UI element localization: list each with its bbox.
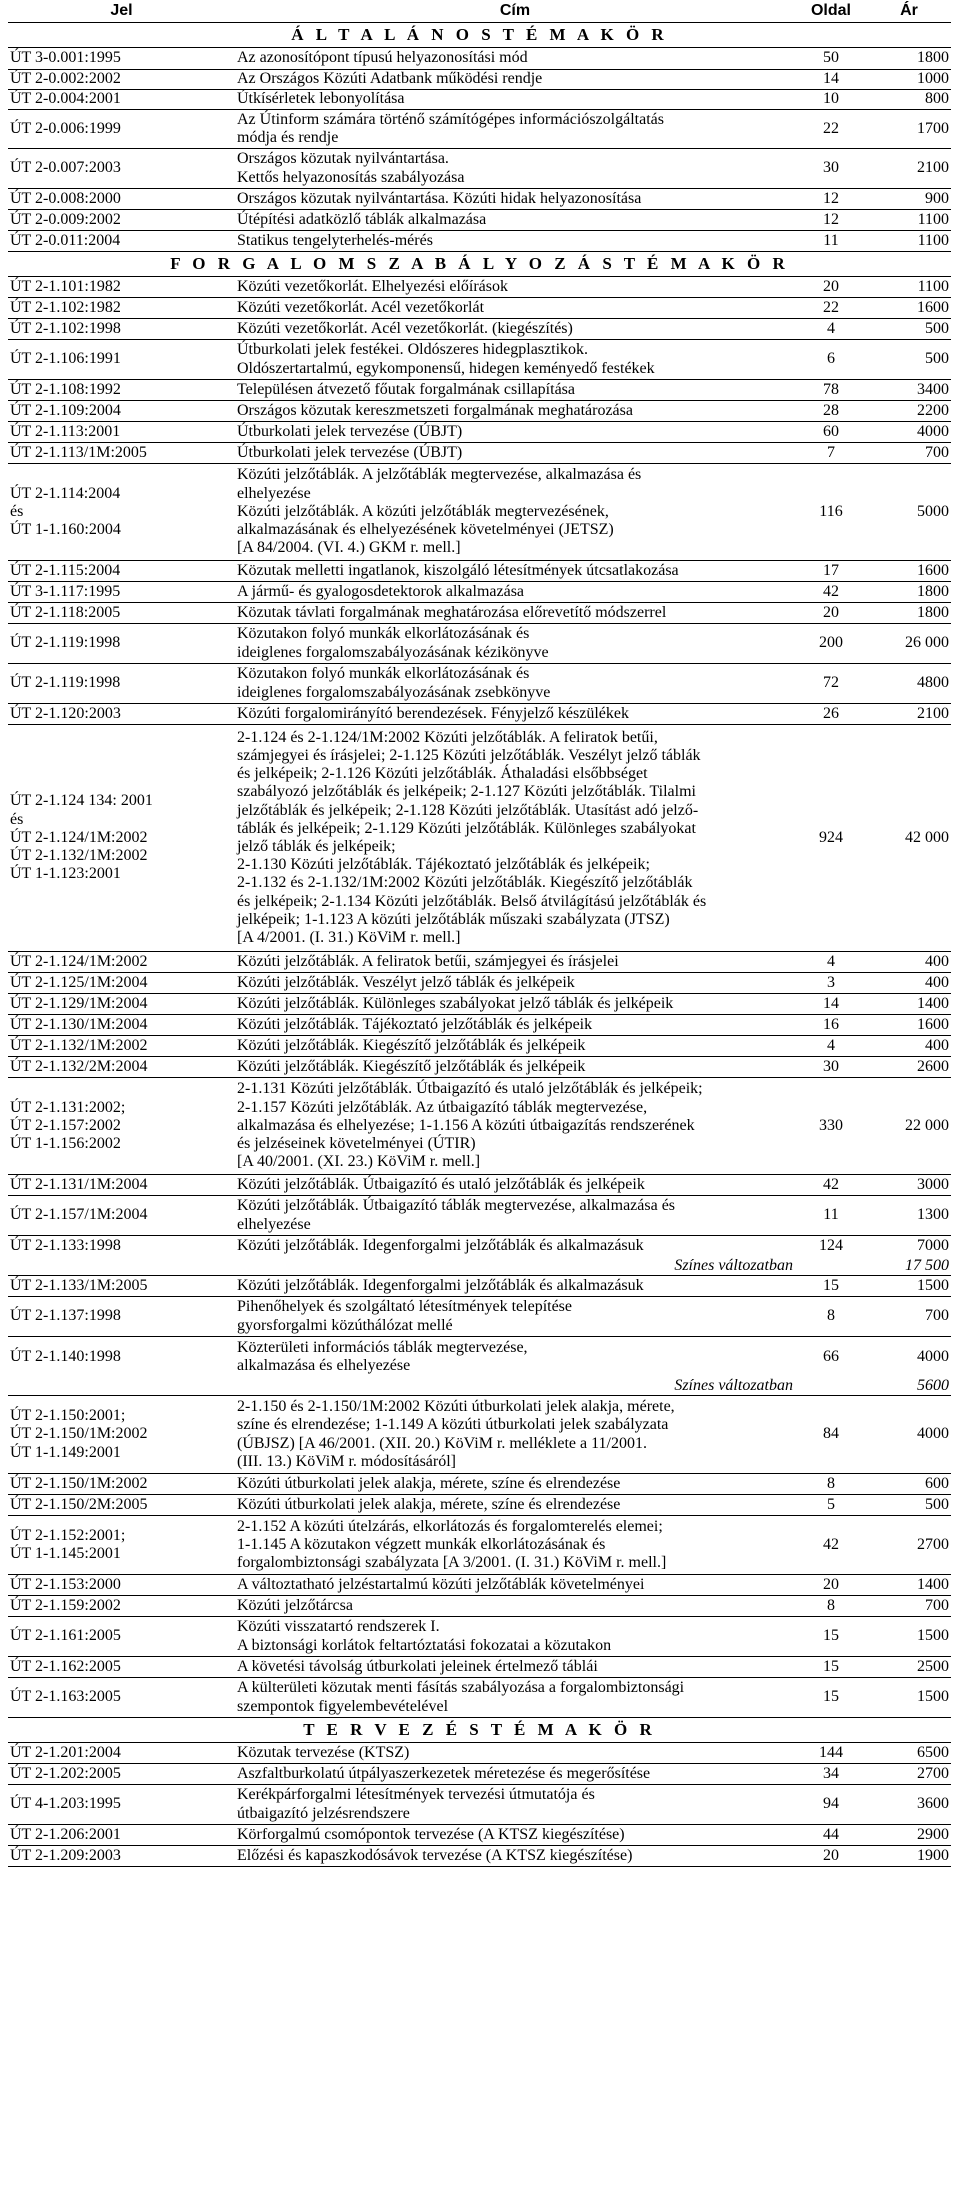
- section-header: [8, 252, 951, 277]
- table-row: [8, 725, 951, 952]
- row-cim: Előzési és kapaszkodósávok tervezése (A KTSZ kiegészítése): [235, 1846, 795, 1867]
- row-cim: Az Útinform számára történő számítógépes információszolgáltatás módja és rendje: [235, 110, 795, 149]
- table-row: [8, 1276, 951, 1297]
- row-jel: ÚT 2-0.009:2002: [8, 210, 235, 231]
- row-oldal: 8: [795, 1297, 867, 1337]
- row-ar: 2600: [867, 1057, 951, 1078]
- row-cim: 2-1.152 A közúti útelzárás, elkorlátozás és forgalomterelés elemei; 1-1.145 A közutakon végzett munkák elkorlátozásának és forgalombiztonsági szabályzata [A 3/2001. (I. 31.) KöViM r. mell.]: [235, 1516, 795, 1575]
- row-jel: ÚT 2-1.102:1982: [8, 298, 235, 319]
- row-cim: Útburkolati jelek festékei. Oldószeres hidegplasztikok. Oldószertartalmú, egykomponensű, hidegen keményedő festékek: [235, 340, 795, 380]
- row-cim: Statikus tengelyterhelés-mérés: [235, 231, 795, 252]
- row-oldal: 10: [795, 90, 867, 110]
- table-row: [8, 1575, 951, 1596]
- table-row: [8, 1825, 951, 1846]
- table-row: [8, 443, 951, 464]
- row-oldal: 50: [795, 48, 867, 70]
- row-ar: 1800: [867, 582, 951, 603]
- row-jel: ÚT 2-1.130/1M:2004: [8, 1015, 235, 1036]
- row-ar: 500: [867, 1495, 951, 1516]
- table-row: [8, 1036, 951, 1057]
- row-jel: ÚT 2-1.132/1M:2002: [8, 1036, 235, 1057]
- row-oldal: 15: [795, 1617, 867, 1657]
- row-oldal: 72: [795, 664, 867, 704]
- table-row: [8, 1764, 951, 1785]
- row-jel: ÚT 2-1.159:2002: [8, 1596, 235, 1617]
- row-oldal: 20: [795, 277, 867, 298]
- row-cim: 2-1.131 Közúti jelzőtáblák. Útbaigazító és utaló jelzőtáblák és jelképeik; 2-1.157 Közúti jelzőtáblák. Az útbaigazító táblák megtervezése, alkalmazása és elhelyezése; 1-1.156 A közúti útbaigazítás rendszerének és jelzéseinek követelményei (ÚTIR) [A 40/2001. (XI. 23.) KöViM r. mell.]: [235, 1078, 795, 1175]
- row-cim: Közúti jelzőtáblák. Különleges szabályokat jelző táblák és jelképeik: [235, 994, 795, 1015]
- row-cim: Közúti útburkolati jelek alakja, mérete, színe és elrendezése: [235, 1474, 795, 1495]
- catalog-body: [8, 23, 951, 1867]
- row-ar: 2700: [867, 1764, 951, 1785]
- row-oldal: 22: [795, 298, 867, 319]
- row-cim: Közutakon folyó munkák elkorlátozásának és ideiglenes forgalomszabályozásának zsebkönyve: [235, 664, 795, 704]
- section-header: [8, 23, 951, 48]
- row-cim: Az azonosítópont típusú helyazonosítási mód: [235, 48, 795, 70]
- row-ar: 1700: [867, 110, 951, 149]
- row-oldal: 3: [795, 973, 867, 994]
- row-jel: ÚT 2-0.008:2000: [8, 189, 235, 210]
- row-oldal: 8: [795, 1474, 867, 1495]
- row-ar: 500: [867, 340, 951, 380]
- row-jel: ÚT 2-0.011:2004: [8, 231, 235, 252]
- row-cim: Közúti jelzőtáblák. Idegenforgalmi jelzőtáblák és alkalmazásuk: [237, 1237, 644, 1255]
- row-jel: ÚT 2-0.004:2001: [8, 90, 235, 110]
- table-row: [8, 973, 951, 994]
- row-jel: ÚT 2-1.124/1M:2002: [8, 952, 235, 973]
- row-cim: Közúti vezetőkorlát. Elhelyezési előírások: [235, 277, 795, 298]
- row-cim: Településen átvezető főutak forgalmának csillapítása: [235, 380, 795, 401]
- row-jel: ÚT 2-1.129/1M:2004: [8, 994, 235, 1015]
- row-cim: Közúti forgalomirányító berendezések. Fényjelző készülékek: [235, 704, 795, 725]
- table-row: [8, 1297, 951, 1337]
- row-oldal: 330: [795, 1078, 867, 1175]
- row-cim: Körforgalmú csomópontok tervezése (A KTSZ kiegészítése): [235, 1825, 795, 1846]
- header-ar: Ár: [867, 0, 951, 23]
- row-oldal: 22: [795, 110, 867, 149]
- table-row: [8, 1175, 951, 1196]
- row-ar: 1100: [867, 210, 951, 231]
- row-jel: ÚT 2-1.102:1998: [8, 319, 235, 340]
- row-jel: ÚT 2-1.114:2004 és ÚT 1-1.160:2004: [8, 464, 235, 561]
- table-row: [8, 110, 951, 149]
- row-oldal: 20: [795, 1575, 867, 1596]
- row-jel: ÚT 2-1.113/1M:2005: [8, 443, 235, 464]
- table-row: [8, 422, 951, 443]
- table-row: [8, 464, 951, 561]
- row-jel: ÚT 2-1.150/1M:2002: [8, 1474, 235, 1495]
- row-cim: Közutak távlati forgalmának meghatározása előrevetítő módszerrel: [235, 603, 795, 624]
- table-row: [8, 1015, 951, 1036]
- table-row: [8, 1785, 951, 1825]
- row-cim: Közúti jelzőtáblák. Útbaigazító és utaló jelzőtáblák és jelképeik: [235, 1175, 795, 1196]
- row-jel: ÚT 2-1.115:2004: [8, 561, 235, 582]
- row-ar: 6500: [867, 1743, 951, 1764]
- table-row: [8, 340, 951, 380]
- row-jel: ÚT 2-1.131:2002; ÚT 2-1.157:2002 ÚT 1-1.156:2002: [8, 1078, 235, 1175]
- row-ar: 1500: [867, 1276, 951, 1297]
- table-row: [8, 1396, 951, 1474]
- table-row: [8, 149, 951, 189]
- row-ar: 3400: [867, 380, 951, 401]
- table-row: [8, 1337, 951, 1377]
- variant-oldal-empty: [795, 1377, 867, 1396]
- table-row: [8, 231, 951, 252]
- row-ar: 1100: [867, 277, 951, 298]
- row-oldal: 42: [795, 582, 867, 603]
- row-cim: Közúti jelzőtáblák. A jelzőtáblák megtervezése, alkalmazása és elhelyezése Közúti jelzőtáblák. A közúti jelzőtáblák megtervezésének, alkalmazásának és elhelyezésének követelményei (JETSZ) [A 84/2004. (VI. 4.) GKM r. mell.]: [235, 464, 795, 561]
- row-cim: Az Országos Közúti Adatbank működési rendje: [235, 70, 795, 90]
- catalog-table: [8, 0, 951, 1867]
- header-row: [8, 0, 951, 23]
- row-cim: Közúti jelzőtáblák. Kiegészítő jelzőtáblák és jelképeik: [235, 1057, 795, 1078]
- row-oldal: 116: [795, 464, 867, 561]
- table-row: [8, 1196, 951, 1236]
- row-oldal: 30: [795, 149, 867, 189]
- row-oldal: 11: [795, 1196, 867, 1236]
- table-row: [8, 90, 951, 110]
- row-cim: Pihenőhelyek és szolgáltató létesítmények telepítése gyorsforgalmi közúthálózat mellé: [235, 1297, 795, 1337]
- row-jel: ÚT 3-1.117:1995: [8, 582, 235, 603]
- row-ar: 4800: [867, 664, 951, 704]
- table-row: [8, 298, 951, 319]
- row-oldal: 28: [795, 401, 867, 422]
- row-cim: Aszfaltburkolatú útpályaszerkezetek méretezése és megerősítése: [235, 1764, 795, 1785]
- row-ar: 1900: [867, 1846, 951, 1867]
- row-ar: 7000: [917, 1237, 949, 1255]
- row-oldal: 4: [795, 319, 867, 340]
- row-ar: 4000: [917, 1347, 949, 1365]
- row-cim: Közúti útburkolati jelek alakja, mérete, színe és elrendezése: [235, 1495, 795, 1516]
- row-jel: ÚT 2-1.118:2005: [8, 603, 235, 624]
- table-row: [8, 1516, 951, 1575]
- row-oldal: 42: [795, 1516, 867, 1575]
- table-row: [8, 277, 951, 298]
- row-cim: A külterületi közutak menti fásítás szabályozása a forgalombiztonsági szempontok figyelembevételével: [235, 1678, 795, 1718]
- table-row: [8, 1596, 951, 1617]
- row-oldal: 78: [795, 380, 867, 401]
- table-row: [8, 1236, 951, 1257]
- table-row: [8, 994, 951, 1015]
- row-oldal: 5: [795, 1495, 867, 1516]
- row-cim: Közutakon folyó munkák elkorlátozásának és ideiglenes forgalomszabályozásának kézikönyve: [235, 624, 795, 664]
- row-jel: ÚT 2-1.124 134: 2001 és ÚT 2-1.124/1M:2002 ÚT 2-1.132/1M:2002 ÚT 1-1.123:2001: [8, 725, 235, 952]
- row-ar: 3600: [867, 1785, 951, 1825]
- row-oldal: 124: [819, 1237, 843, 1255]
- table-row: [8, 1743, 951, 1764]
- row-jel: ÚT 2-1.101:1982: [8, 277, 235, 298]
- row-cim: Közúti vezetőkorlát. Acél vezetőkorlát. (kiegészítés): [235, 319, 795, 340]
- row-oldal: 8: [795, 1596, 867, 1617]
- row-ar: 3000: [867, 1175, 951, 1196]
- header-jel: Jel: [8, 0, 235, 23]
- row-jel: ÚT 2-0.007:2003: [8, 149, 235, 189]
- row-jel: ÚT 2-1.162:2005: [8, 1657, 235, 1678]
- row-jel: ÚT 2-1.150/2M:2005: [8, 1495, 235, 1516]
- row-jel: ÚT 2-1.119:1998: [8, 664, 235, 704]
- row-cim: Közúti jelzőtáblák. Idegenforgalmi jelzőtáblák és alkalmazásuk: [235, 1276, 795, 1297]
- row-jel: ÚT 2-1.109:2004: [8, 401, 235, 422]
- row-ar: 400: [867, 1036, 951, 1057]
- table-row: [8, 582, 951, 603]
- row-oldal: 20: [795, 1846, 867, 1867]
- row-jel: ÚT 2-1.125/1M:2004: [8, 973, 235, 994]
- row-ar: 800: [867, 90, 951, 110]
- row-oldal: 14: [795, 70, 867, 90]
- row-jel: ÚT 2-1.132/2M:2004: [8, 1057, 235, 1078]
- row-cim: Kerékpárforgalmi létesítmények tervezési útmutatója és útbaigazító jelzésrendszere: [235, 1785, 795, 1825]
- row-jel: ÚT 2-1.201:2004: [8, 1743, 235, 1764]
- row-cim: 2-1.124 és 2-1.124/1M:2002 Közúti jelzőtáblák. A feliratok betűi, számjegyei és írásjelei; 2-1.125 Közúti jelzőtáblák. Veszélyt jelző táblák és jelképeik; 2-1.126 Közúti jelzőtáblák. Áthaladási elsőbbséget szabályozó jelzőtáblák és jelképeik; 2-1.127 Közúti jelzőtáblák. Tilalmi jelzőtáblák és jelképeik; 2-1.128 Közúti jelzőtáblák. Utasítást adó jelző- táblák és jelképeik; 2-1.129 Közúti jelzőtáblák. Különleges szabályokat jelző táblák és jelképeik; 2-1.130 Közúti jelzőtáblák. Tájékoztató jelzőtáblák és jelképeik; 2-1.132 és 2-1.132/1M:2002 Közúti jelzőtáblák. Kiegészítő jelzőtáblák és jelképeik; 2-1.134 Közúti jelzőtáblák. Belső átvilágítású jelzőtáblák és jelképeik; 1-1.123 A közúti jelzőtáblák műszaki szabályzata (JTSZ) [A 4/2001. (I. 31.) KöViM r. mell.]: [235, 725, 795, 952]
- row-ar: 1600: [867, 298, 951, 319]
- row-oldal: 34: [795, 1764, 867, 1785]
- row-cim: Közúti jelzőtáblák. Kiegészítő jelzőtáblák és jelképeik: [235, 1036, 795, 1057]
- row-ar: 2100: [867, 704, 951, 725]
- row-oldal: 26: [795, 704, 867, 725]
- variant-jel-empty: [8, 1257, 235, 1276]
- table-row: [8, 952, 951, 973]
- row-cim: Útépítési adatközlő táblák alkalmazása: [235, 210, 795, 231]
- row-jel: ÚT 2-1.133:1998: [10, 1237, 121, 1255]
- row-cim: Közutak tervezése (KTSZ): [235, 1743, 795, 1764]
- table-row: [8, 48, 951, 70]
- row-ar: 26 000: [867, 624, 951, 664]
- row-cim: Közúti visszatartó rendszerek I. A biztonsági korlátok feltartóztatási fokozatai a közutakon: [235, 1617, 795, 1657]
- row-cim: Útburkolati jelek tervezése (ÚBJT): [235, 422, 795, 443]
- section-title: Á L T A L Á N O S T É M A K Ö R: [8, 23, 951, 48]
- row-ar: 1600: [867, 561, 951, 582]
- row-ar: 2900: [867, 1825, 951, 1846]
- row-jel: ÚT 2-0.006:1999: [8, 110, 235, 149]
- row-cim: Közúti jelzőtáblák. Veszélyt jelző táblák és jelképeik: [235, 973, 795, 994]
- row-oldal: 17: [795, 561, 867, 582]
- row-jel: ÚT 2-1.150:2001; ÚT 2-1.150/1M:2002 ÚT 1-1.149:2001: [8, 1396, 235, 1474]
- table-row: [8, 1846, 951, 1867]
- table-row: [8, 1495, 951, 1516]
- row-ar: 5000: [867, 464, 951, 561]
- row-ar: 2500: [867, 1657, 951, 1678]
- row-ar: 4000: [867, 1396, 951, 1474]
- row-oldal: 11: [795, 231, 867, 252]
- row-jel: ÚT 4-1.203:1995: [8, 1785, 235, 1825]
- row-cim: 2-1.150 és 2-1.150/1M:2002 Közúti útburkolati jelek alakja, mérete, színe és elrendezése; 1-1.149 A közúti útburkolati jelek szabályzata (ÚBJSZ) [A 46/2001. (XII. 20.) KöViM r. melléklete a 11/2001. (III. 13.) KöViM r. módosításáról]: [235, 1396, 795, 1474]
- table-row: [8, 70, 951, 90]
- row-ar: 1800: [867, 603, 951, 624]
- row-oldal: 66: [823, 1347, 839, 1365]
- row-ar: 2100: [867, 149, 951, 189]
- row-cim: Országos közutak kereszmetszeti forgalmának meghatározása: [235, 401, 795, 422]
- table-row: [8, 664, 951, 704]
- variant-row: [8, 1377, 951, 1396]
- row-oldal: 12: [795, 189, 867, 210]
- table-row: [8, 1657, 951, 1678]
- row-ar: 4000: [867, 422, 951, 443]
- table-row: [8, 1678, 951, 1718]
- row-jel: ÚT 2-1.137:1998: [8, 1297, 235, 1337]
- table-row: [8, 1617, 951, 1657]
- row-oldal: 60: [795, 422, 867, 443]
- row-oldal: 924: [795, 725, 867, 952]
- row-ar: 700: [867, 1297, 951, 1337]
- row-oldal: 94: [795, 1785, 867, 1825]
- row-jel: ÚT 2-0.002:2002: [8, 70, 235, 90]
- table-row: [8, 1078, 951, 1175]
- table-row: [8, 380, 951, 401]
- row-jel: ÚT 2-1.152:2001; ÚT 1-1.145:2001: [8, 1516, 235, 1575]
- row-cim: A jármű- és gyalogosdetektorok alkalmazása: [235, 582, 795, 603]
- row-jel: ÚT 2-1.163:2005: [8, 1678, 235, 1718]
- row-cim: Közúti jelzőtáblák. Útbaigazító táblák megtervezése, alkalmazása és elhelyezése: [235, 1196, 795, 1236]
- row-oldal: 144: [795, 1743, 867, 1764]
- table-row: [8, 561, 951, 582]
- row-cim: Közúti jelzőtárcsa: [235, 1596, 795, 1617]
- row-cim: Útkísérletek lebonyolítása: [235, 90, 795, 110]
- table-row: [8, 401, 951, 422]
- row-jel: ÚT 3-0.001:1995: [8, 48, 235, 70]
- row-cim: A követési távolság útburkolati jeleinek értelmező táblái: [235, 1657, 795, 1678]
- row-ar: 1400: [867, 994, 951, 1015]
- row-ar: 700: [867, 1596, 951, 1617]
- variant-label: Színes változatban: [235, 1377, 795, 1396]
- row-jel: ÚT 2-1.106:1991: [8, 340, 235, 380]
- section-title: F O R G A L O M S Z A B Á L Y O Z Á S T É M A K Ö R: [8, 252, 951, 277]
- row-cim: Országos közutak nyilvántartása. Közúti hidak helyazonosítása: [235, 189, 795, 210]
- row-jel: ÚT 2-1.120:2003: [8, 704, 235, 725]
- header-cim: Cím: [235, 0, 795, 23]
- row-jel: ÚT 2-1.131/1M:2004: [8, 1175, 235, 1196]
- table-row: [8, 210, 951, 231]
- row-ar: 1100: [867, 231, 951, 252]
- row-jel: ÚT 2-1.209:2003: [8, 1846, 235, 1867]
- row-jel: ÚT 2-1.157/1M:2004: [8, 1196, 235, 1236]
- row-oldal: 15: [795, 1276, 867, 1297]
- row-jel: ÚT 2-1.202:2005: [8, 1764, 235, 1785]
- table-row: [8, 1474, 951, 1495]
- row-oldal: 16: [795, 1015, 867, 1036]
- variant-jel-empty: [8, 1377, 235, 1396]
- row-oldal: 20: [795, 603, 867, 624]
- row-cim: A változtatható jelzéstartalmú közúti jelzőtáblák követelményei: [235, 1575, 795, 1596]
- row-oldal: 200: [795, 624, 867, 664]
- row-oldal: 4: [795, 1036, 867, 1057]
- table-row: [8, 1057, 951, 1078]
- row-ar: 2200: [867, 401, 951, 422]
- row-oldal: 12: [795, 210, 867, 231]
- row-oldal: 4: [795, 952, 867, 973]
- row-oldal: 44: [795, 1825, 867, 1846]
- row-cim: Közúti jelzőtáblák. Tájékoztató jelzőtáblák és jelképeik: [235, 1015, 795, 1036]
- variant-ar: 5600: [867, 1377, 951, 1396]
- row-oldal: 14: [795, 994, 867, 1015]
- row-oldal: 15: [795, 1678, 867, 1718]
- row-jel: ÚT 2-1.108:1992: [8, 380, 235, 401]
- row-ar: 22 000: [867, 1078, 951, 1175]
- row-cim: Útburkolati jelek tervezése (ÚBJT): [235, 443, 795, 464]
- table-row: [8, 319, 951, 340]
- row-ar: 1000: [867, 70, 951, 90]
- row-jel: ÚT 2-1.119:1998: [8, 624, 235, 664]
- variant-oldal-empty: [795, 1257, 867, 1276]
- row-cim: Közúti vezetőkorlát. Acél vezetőkorlát: [235, 298, 795, 319]
- row-ar: 1500: [867, 1678, 951, 1718]
- row-oldal: 42: [795, 1175, 867, 1196]
- row-ar: 900: [867, 189, 951, 210]
- row-cim: Közutak melletti ingatlanok, kiszolgáló létesítmények útcsatlakozása: [235, 561, 795, 582]
- row-ar: 400: [867, 952, 951, 973]
- row-oldal: 6: [795, 340, 867, 380]
- row-ar: 1500: [867, 1617, 951, 1657]
- row-cim: Közúti jelzőtáblák. A feliratok betűi, számjegyei és írásjelei: [235, 952, 795, 973]
- table-row: [8, 704, 951, 725]
- row-jel: ÚT 2-1.113:2001: [8, 422, 235, 443]
- row-jel: ÚT 2-1.140:1998: [10, 1347, 121, 1365]
- row-ar: 1400: [867, 1575, 951, 1596]
- row-ar: 700: [867, 443, 951, 464]
- variant-ar: 17 500: [867, 1257, 951, 1276]
- row-oldal: 84: [795, 1396, 867, 1474]
- row-cim: Közterületi információs táblák megtervezése, alkalmazása és elhelyezése: [237, 1338, 528, 1374]
- row-oldal: 7: [795, 443, 867, 464]
- row-oldal: 15: [795, 1657, 867, 1678]
- row-jel: ÚT 2-1.161:2005: [8, 1617, 235, 1657]
- row-ar: 500: [867, 319, 951, 340]
- variant-row: [8, 1257, 951, 1276]
- variant-label: Színes változatban: [235, 1257, 795, 1276]
- row-jel: ÚT 2-1.206:2001: [8, 1825, 235, 1846]
- row-oldal: 30: [795, 1057, 867, 1078]
- table-row: [8, 189, 951, 210]
- row-ar: 2700: [867, 1516, 951, 1575]
- row-ar: 1300: [867, 1196, 951, 1236]
- row-ar: 42 000: [867, 725, 951, 952]
- row-ar: 400: [867, 973, 951, 994]
- section-header: [8, 1718, 951, 1743]
- row-jel: ÚT 2-1.133/1M:2005: [8, 1276, 235, 1297]
- section-title: T E R V E Z É S T É M A K Ö R: [8, 1718, 951, 1743]
- table-row: [8, 624, 951, 664]
- row-ar: 600: [867, 1474, 951, 1495]
- row-jel: ÚT 2-1.153:2000: [8, 1575, 235, 1596]
- row-cim: Országos közutak nyilvántartása. Kettős helyazonosítás szabályozása: [235, 149, 795, 189]
- table-row: [8, 603, 951, 624]
- header-oldal: Oldal: [795, 0, 867, 23]
- row-ar: 1600: [867, 1015, 951, 1036]
- row-ar: 1800: [867, 48, 951, 70]
